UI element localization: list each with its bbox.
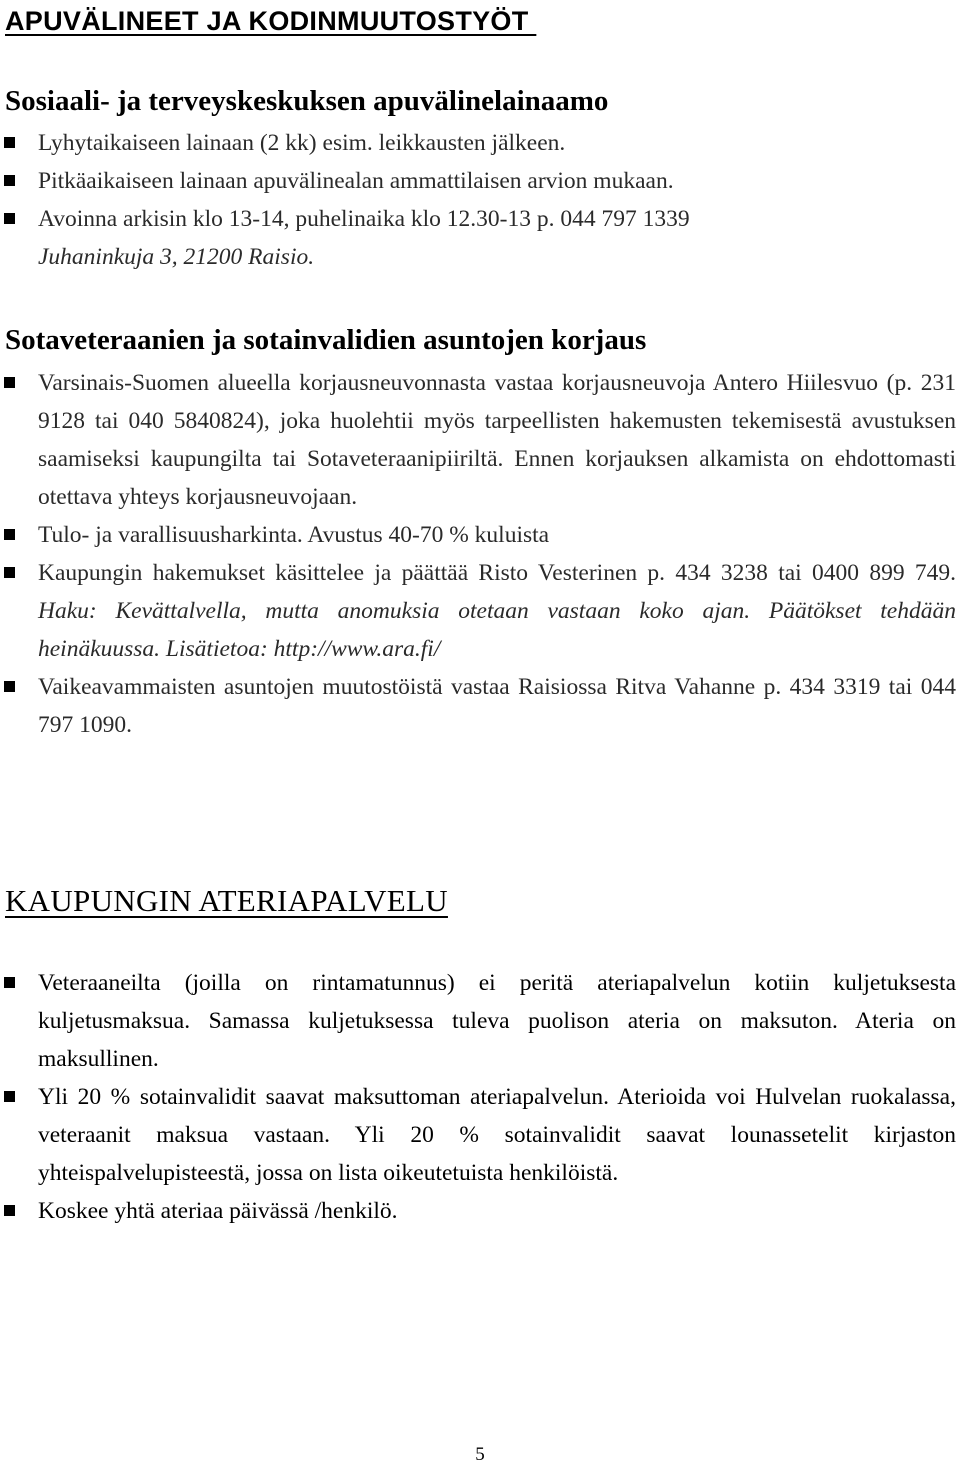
- square-bullet-icon: [4, 567, 15, 578]
- section-heading-apuvalinelainaamo: Sosiaali- ja terveyskeskuksen apuvälinelainaamo: [5, 85, 609, 117]
- square-bullet-icon: [4, 175, 15, 186]
- korjaus-list: [0, 364, 960, 744]
- list-item: Pitkäaikaiseen lainaan apuvälinealan ammattilaisen arvion mukaan.: [0, 162, 960, 200]
- page-title: APUVÄLINEET JA KODINMUUTOSTYÖT: [5, 6, 537, 36]
- list-item: Koskee yhtä ateriaa päivässä /henkilö.: [0, 1192, 960, 1230]
- square-bullet-icon: [4, 529, 15, 540]
- address-text: Juhaninkuja 3, 21200 Raisio.: [38, 244, 315, 270]
- list-item: Avoinna arkisin klo 13-14, puhelinaika klo 12.30-13 p. 044 797 1339 Juhaninkuja 3, 21200 Raisio.: [0, 200, 960, 276]
- list-item: Yli 20 % sotainvalidit saavat maksuttoman ateriapalvelun. Aterioida voi Hulvelan ruokalassa, veteraanit maksua vastaan. Yli 20 % sotainvalidit saavat lounassetelit kirjaston yhteispalvelupisteestä, jossa on lista oikeutetuista henkilöistä.: [0, 1078, 960, 1192]
- square-bullet-icon: [4, 1205, 15, 1216]
- square-bullet-icon: [4, 213, 15, 224]
- list-item: Vaikeavammaisten asuntojen muutostöistä vastaa Raisiossa Ritva Vahanne p. 434 3319 tai 044 797 1090.: [0, 668, 960, 744]
- square-bullet-icon: [4, 1091, 15, 1102]
- square-bullet-icon: [4, 977, 15, 988]
- apuvaline-list: [0, 124, 960, 276]
- ateriapalvelu-list: [0, 964, 960, 1230]
- section-heading-ateriapalvelu: KAUPUNGIN ATERIAPALVELU: [5, 883, 448, 918]
- list-item: Veteraaneilta (joilla on rintamatunnus) ei peritä ateriapalvelun kotiin kuljetuksesta kuljetusmaksua. Samassa kuljetuksessa tuleva puolison ateria on maksuton. Ateria on maksullinen.: [0, 964, 960, 1078]
- square-bullet-icon: [4, 137, 15, 148]
- list-item: Varsinais-Suomen alueella korjausneuvonnasta vastaa korjausneuvoja Antero Hiilesvuo (p. 231 9128 tai 040 5840824), joka huolehtii myös tarpeellisten hakemusten tekemisestä avustuksen saamiseksi kaupungilta tai Sotaveteraanipiiriltä. Ennen korjauksen alkamista on ehdottomasti otettava yhteys korjausneuvojaan.: [0, 364, 960, 516]
- list-item: Tulo- ja varallisuusharkinta. Avustus 40-70 % kuluista: [0, 516, 960, 554]
- list-item: Lyhytaikaiseen lainaan (2 kk) esim. leikkausten jälkeen.: [0, 124, 960, 162]
- square-bullet-icon: [4, 377, 15, 388]
- section-heading-asuntojen-korjaus: Sotaveteraanien ja sotainvalidien asuntojen korjaus: [5, 324, 647, 356]
- list-item: Kaupungin hakemukset käsittelee ja päättää Risto Vesterinen p. 434 3238 tai 0400 899 749. Haku: Kevättalvella, mutta anomuksia otetaan vastaan koko ajan. Päätökset tehdään heinäkuussa. Lisätietoa: http://www.ara.fi/: [0, 554, 960, 668]
- square-bullet-icon: [4, 681, 15, 692]
- page-number: 5: [475, 1444, 485, 1465]
